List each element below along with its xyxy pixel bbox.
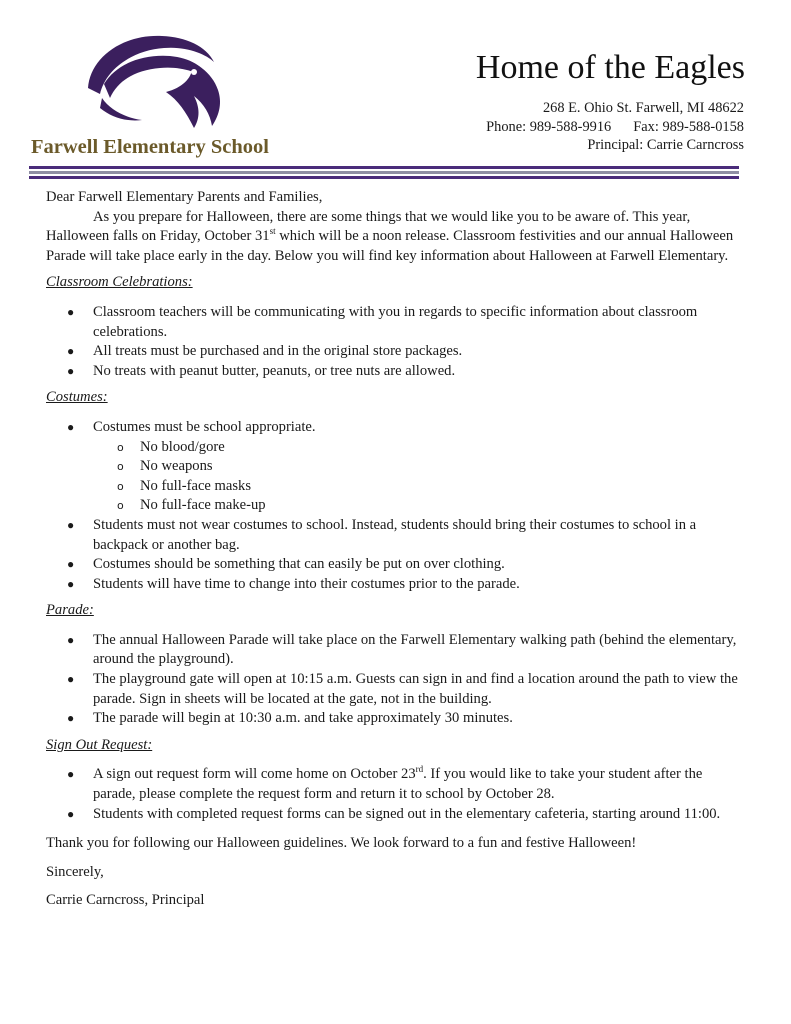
bullet-icon: ●: [67, 344, 75, 359]
bullet-icon: ●: [67, 806, 75, 821]
sub-list-item: o No full-face make-up: [93, 496, 746, 516]
parade-list: [46, 631, 746, 729]
parade-heading: Parade:: [46, 602, 94, 619]
sub-list-item: o No full-face masks: [93, 477, 746, 497]
open-circle-icon: o: [117, 479, 124, 493]
costume-rules-sublist: [93, 438, 746, 516]
list-item: ● No treats with peanut butter, peanuts, or tree nuts are allowed.: [46, 362, 746, 382]
school-address: 268 E. Ohio St. Farwell, MI 48622: [542, 100, 744, 116]
bullet-icon: ●: [67, 576, 75, 591]
open-circle-icon: o: [117, 499, 124, 513]
list-item: ● The annual Halloween Parade will take place on the Farwell Elementary walking path (behind the elementary, around the playground).: [67, 631, 737, 668]
sub-list-item: o No blood/gore: [93, 438, 746, 458]
sign-off: Sincerely,: [46, 863, 104, 880]
letter-body: [46, 188, 746, 911]
list-item: ● Costumes must be school appropriate. o No blood/gore o No weapons o No full-face masks o No full-face make-up: [46, 418, 746, 516]
open-circle-icon: o: [117, 440, 124, 454]
thanks-paragraph: Thank you for following our Halloween guidelines. We look forward to a fun and festive Halloween!: [46, 835, 637, 852]
list-item: ● Students will have time to change into their costumes prior to the parade.: [46, 575, 746, 595]
contact-block: [486, 99, 744, 155]
bullet-icon: ●: [67, 304, 75, 319]
signout-list: [46, 765, 746, 824]
list-item: ● All treats must be purchased and in the original store packages.: [46, 342, 746, 362]
list-item: ● Classroom teachers will be communicating with you in regards to specific information about classroom celebrations.: [67, 303, 698, 340]
list-item: ● Students must not wear costumes to school. Instead, students should bring their costumes to school in a backpack or another bag.: [67, 516, 697, 553]
costumes-list: [46, 418, 746, 594]
open-circle-icon: o: [117, 460, 124, 474]
intro-paragraph: As you prepare for Halloween, there are some things that we would like you to be aware of. This year, Halloween falls on Friday, October 31st which will be a noon release. Classroom festivities and our annual Halloween Parade will take place early in the day. Below you will find key information about Halloween at Farwell Elementary.: [46, 208, 734, 264]
page-title: Home of the Eagles: [475, 49, 745, 86]
costumes-heading: Costumes:: [46, 389, 108, 406]
greeting: Dear Farwell Elementary Parents and Families,: [46, 189, 323, 205]
bullet-icon: ●: [67, 711, 75, 726]
sub-list-item: o No weapons: [93, 457, 746, 477]
principal-name: Principal: Carrie Carncross: [587, 137, 744, 154]
bullet-icon: ●: [67, 363, 75, 378]
signature: Carrie Carncross, Principal: [46, 892, 205, 909]
school-name: Farwell Elementary School: [31, 136, 269, 158]
list-item: ● The playground gate will open at 10:15 a.m. Guests can sign in and find a location around the path to view the parade. Sign in sheets will be located at the gate, not in the building.: [67, 671, 738, 707]
bullet-icon: ●: [67, 557, 75, 572]
list-item: ● Costumes should be something that can easily be put on over clothing.: [46, 555, 746, 575]
phone-number: Phone: 989-588-9916: [486, 118, 612, 135]
bullet-icon: ●: [67, 767, 75, 782]
bullet-icon: ●: [67, 632, 75, 647]
list-item: ● A sign out request form will come home on October 23rd. If you would like to take your student after the parade, please complete the request form and return it to school by October 28.: [67, 764, 703, 803]
fax-number: Fax: 989-588-0158: [633, 118, 744, 135]
classroom-list: [46, 303, 746, 381]
list-item: ● The parade will begin at 10:30 a.m. and take approximately 30 minutes.: [46, 709, 746, 729]
list-item: ● Students with completed request forms can be signed out in the elementary cafeteria, starting around 11:00.: [46, 805, 746, 825]
signout-heading: Sign Out Request:: [46, 736, 153, 753]
bullet-icon: ●: [67, 672, 75, 687]
header-divider: [29, 166, 739, 181]
bullet-icon: ●: [67, 419, 75, 434]
bullet-icon: ●: [67, 517, 75, 532]
classroom-heading: Classroom Celebrations:: [46, 274, 193, 291]
eagle-logo-icon: [82, 28, 224, 132]
